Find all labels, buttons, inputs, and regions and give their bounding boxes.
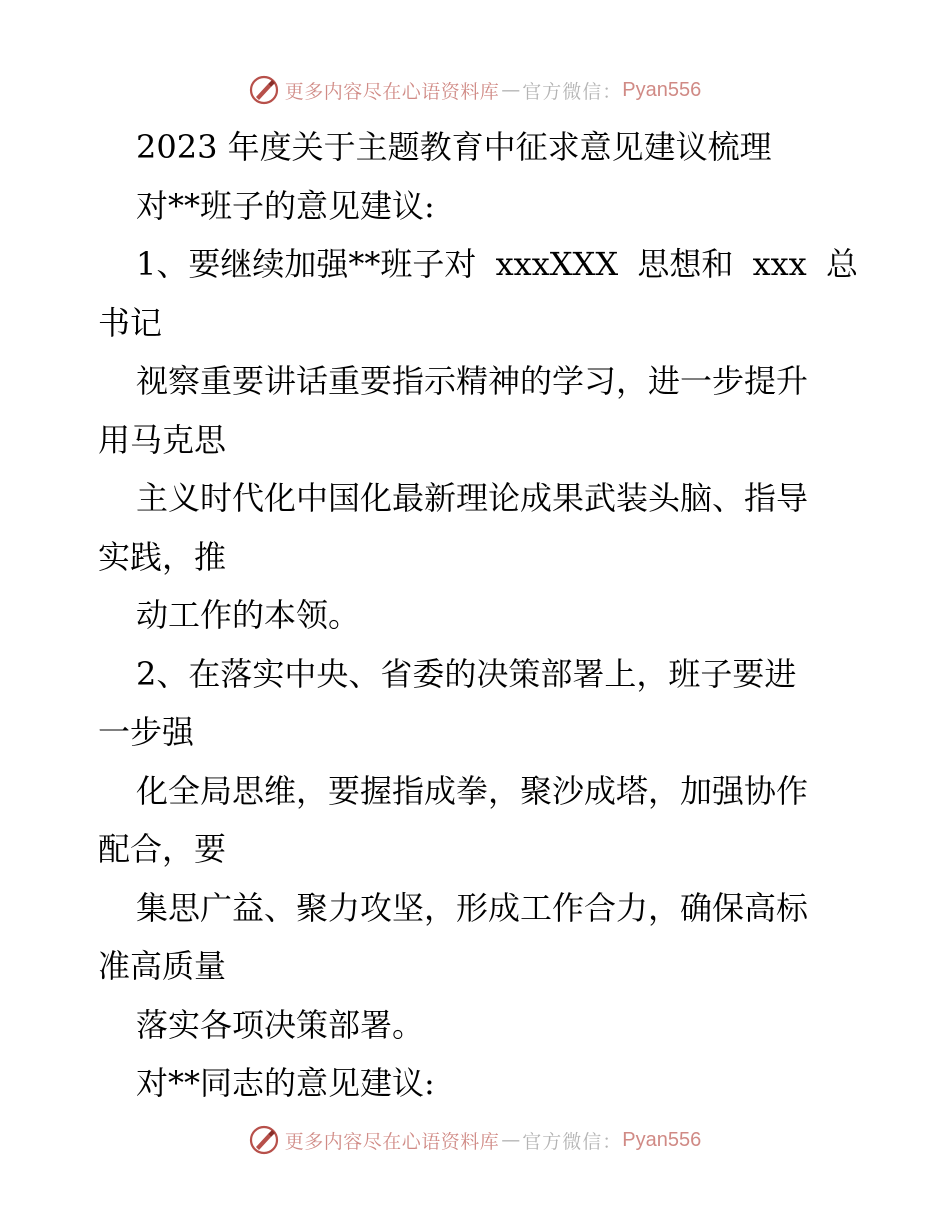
item1-line1-part: 总 bbox=[825, 245, 858, 283]
watermark-official-label: 官方微信： bbox=[522, 1130, 623, 1153]
pen-logo-icon bbox=[249, 1125, 279, 1155]
item1-line3: 视察重要讲话重要指示精神的学习，进一步提升 bbox=[136, 362, 809, 400]
item1-line1 bbox=[98, 235, 858, 294]
item1-line4: 用马克思 bbox=[98, 420, 227, 459]
item1-line7: 动工作的本领。 bbox=[136, 596, 361, 634]
watermark-separator: — bbox=[501, 1129, 521, 1151]
watermark-account: Pyan556 bbox=[622, 1128, 702, 1151]
watermark-account: Pyan556 bbox=[622, 78, 702, 101]
item2-line4: 配合，要 bbox=[98, 830, 227, 868]
item1-line2: 书记 bbox=[98, 303, 163, 342]
watermark-banner-bottom bbox=[0, 1120, 950, 1160]
watermark-official-label: 官方微信： bbox=[522, 80, 623, 103]
watermark-separator: — bbox=[501, 79, 521, 101]
heading-team: 对**班子的意见建议: bbox=[136, 186, 435, 225]
item2-line7: 落实各项决策部署。 bbox=[136, 1005, 425, 1044]
item1-line5: 主义时代化中国化最新理论成果武装头脑、指导 bbox=[136, 479, 809, 517]
watermark-banner-top bbox=[0, 70, 950, 110]
item2-line3: 化全局思维，要握指成拳，聚沙成塔，加强协作 bbox=[136, 771, 809, 810]
item1-line1-part: 思想和 bbox=[637, 245, 734, 283]
watermark-brand: 更多内容尽在心语资料库 bbox=[284, 1130, 500, 1153]
item1-line1-part: xxx bbox=[752, 245, 807, 283]
item1-line6: 实践，推 bbox=[98, 537, 227, 576]
item2-line2: 一步强 bbox=[98, 713, 195, 751]
item1-line1-part: xxxXXX bbox=[495, 245, 619, 283]
heading-comrade: 对**同志的意见建议: bbox=[136, 1064, 435, 1102]
pen-logo-icon bbox=[249, 75, 279, 105]
document-title: 2023 年度关于主题教育中征求意见建议梳理 bbox=[136, 128, 772, 166]
item1-line1-part: 1、要继续加强**班子对 bbox=[136, 245, 477, 283]
document-body bbox=[98, 118, 858, 1113]
item2-line1: 2、在落实中央、省委的决策部署上，班子要进 bbox=[136, 654, 797, 693]
watermark-brand: 更多内容尽在心语资料库 bbox=[284, 80, 500, 103]
item2-line5: 集思广益、聚力攻坚，形成工作合力，确保高标 bbox=[136, 888, 809, 927]
item2-line6: 准高质量 bbox=[98, 947, 227, 985]
